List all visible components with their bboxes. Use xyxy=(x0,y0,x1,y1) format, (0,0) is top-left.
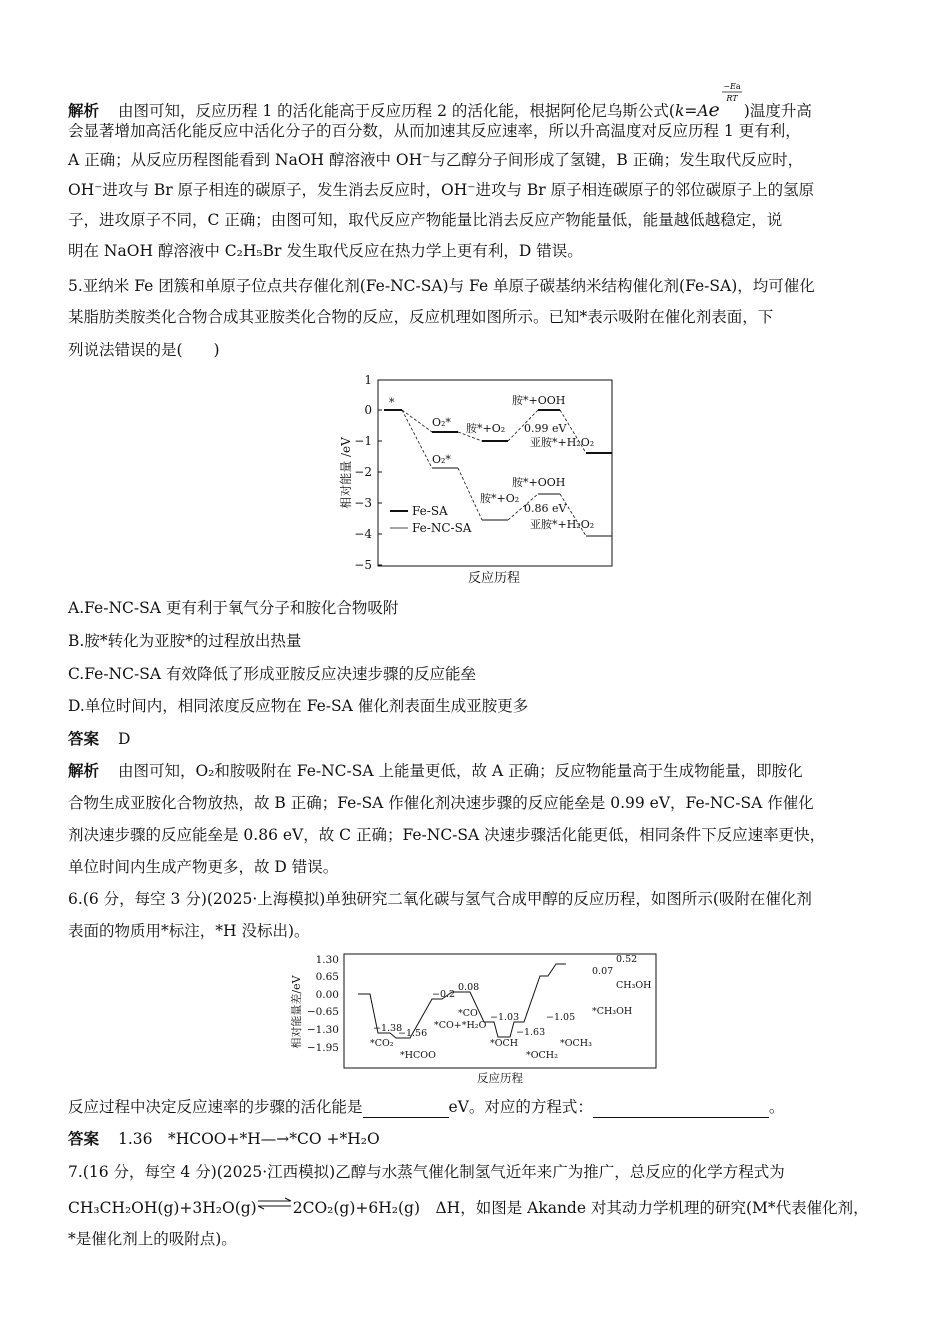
question-6-stem: 6.(6 分，每空 3 分)(2025·上海模拟)单独研究二氧化碳与氢气合成甲醇的反应历程，如图所示(吸附在催化剂 xyxy=(68,890,812,908)
species-label: *CH₃OH xyxy=(592,1006,633,1017)
y-axis-label: 相对能量差/eV xyxy=(290,975,303,1049)
paragraph-line: 明在 NaOH 醇溶液中 C₂H₅Br 发生取代反应在热力学上更有利，D 错误。 xyxy=(68,242,583,260)
value-label: 0.52 xyxy=(616,954,638,965)
paragraph-line: 列说法错误的是( ) xyxy=(68,341,220,359)
y-tick: 1.30 xyxy=(315,954,339,966)
y-tick: −3 xyxy=(354,496,372,510)
y-tick: −1.30 xyxy=(306,1024,339,1036)
q6-fill-in: 反应过程中决定反应速率的步骤的活化能是 eV。对应的方程式： 。 xyxy=(68,1098,785,1116)
y-tick: −5 xyxy=(354,558,372,572)
svg-text:−Ea: −Ea xyxy=(723,82,741,91)
option-d: D.单位时间内，相同浓度反应物在 Fe-SA 催化剂表面生成亚胺更多 xyxy=(68,697,529,715)
y-tick: 0.00 xyxy=(315,989,339,1001)
option-c: C.Fe-NC-SA 有效降低了形成亚胺反应决速步骤的反应能垒 xyxy=(68,665,476,683)
x-axis-label: 反应历程 xyxy=(477,1071,523,1085)
species-label: *OCH xyxy=(490,1038,519,1049)
species-label: CH₃OH xyxy=(616,980,652,991)
answer-blank-2[interactable] xyxy=(593,1097,769,1118)
level-label: 胺*+OOH xyxy=(512,476,566,489)
level-label: * xyxy=(389,396,395,409)
analysis-label: 解析 xyxy=(68,762,100,780)
energy-profile-chart-q5 xyxy=(336,368,618,590)
y-tick: 0 xyxy=(364,403,372,417)
value-label: −0.2 xyxy=(432,989,456,1000)
energy-profile-chart-q6 xyxy=(286,952,660,1088)
value-label: −1.38 xyxy=(373,1023,403,1034)
y-tick: −4 xyxy=(354,527,372,541)
level-label: 胺*+OOH xyxy=(512,394,566,407)
y-tick: −0.65 xyxy=(306,1006,339,1018)
level-label: 胺*+O₂ xyxy=(466,422,506,435)
level-label: O₂* xyxy=(432,453,451,466)
species-label: *OCH₂ xyxy=(526,1050,558,1061)
value-label: −1.56 xyxy=(398,1028,428,1039)
level-label: 亚胺*+H₂O₂ xyxy=(530,518,595,531)
answer-value: D xyxy=(117,730,131,748)
species-label: *OCH₃ xyxy=(560,1038,592,1049)
value-label: −1.05 xyxy=(546,1012,576,1023)
y-tick: −2 xyxy=(354,465,372,479)
y-tick: 1 xyxy=(364,373,372,387)
y-tick: −1.95 xyxy=(306,1042,339,1054)
question-7-stem: 7.(16 分，每空 4 分)(2025·江西模拟)乙醇与水蒸气催化制氢气近年来广为推广，总反应的化学方程式为 xyxy=(68,1163,785,1181)
q5-answer xyxy=(68,729,888,749)
value-label: −1.03 xyxy=(490,1012,520,1023)
paragraph-line: 单位时间内生成产物更多，故 D 错误。 xyxy=(68,858,339,876)
q5-analysis: 解析 由图可知，O₂和胺吸附在 Fe-NC-SA 上能量更低，故 A 正确；反应物能量高于生成物能量，即胺化 xyxy=(68,762,803,780)
barrier-label: 0.86 eV xyxy=(524,502,567,515)
q4-analysis-line: 解析 由图可知，反应历程 1 的活化能高于反应历程 2 的活化能，根据阿伦尼乌斯公式(k=Ae −Ea RT )温度升高 xyxy=(68,82,812,121)
y-axis-label: 相对能量 /eV xyxy=(339,437,353,509)
q6-answer xyxy=(68,1129,888,1149)
answer-blank-1[interactable] xyxy=(363,1097,449,1118)
equilibrium-arrow-icon xyxy=(257,1197,293,1211)
y-tick: 0.65 xyxy=(315,971,339,983)
paragraph-line: OH⁻进攻与 Br 原子相连的碳原子，发生消去反应时，OH⁻进攻与 Br 原子相连碳原子的邻位碳原子上的氢原 xyxy=(68,181,815,199)
species-label: *CO xyxy=(458,1008,478,1019)
species-label: *HCOO xyxy=(400,1050,436,1061)
value-label: 0.07 xyxy=(592,966,614,977)
arrhenius-formula: k=Ae −Ea RT xyxy=(674,82,741,121)
answer-label: 答案 xyxy=(68,730,100,748)
paragraph-line: 合物生成亚胺化合物放热，故 B 正确；Fe-SA 作催化剂决速步骤的反应能垒是 0.99 eV，Fe-NC-SA 作催化 xyxy=(68,794,814,812)
x-axis-label: 反应历程 xyxy=(467,571,521,586)
value-label: 0.08 xyxy=(458,982,480,993)
svg-text:RT: RT xyxy=(726,94,738,103)
level-label: 胺*+O₂ xyxy=(480,492,520,505)
paragraph-line: *是催化剂上的吸附点)。 xyxy=(68,1230,237,1248)
paragraph-line: 子，进攻原子不同，C 正确；由图可知，取代反应产物能量比消去反应产物能量低，能量越低越稳定，说 xyxy=(68,211,783,229)
level-label: O₂* xyxy=(432,416,451,429)
paragraph-line: 某脂肪类胺类化合物合成其亚胺类化合物的反应，反应机理如图所示。已知*表示吸附在催化剂表面，下 xyxy=(68,308,774,326)
answer-value: 1.36 *HCOO+*H—→*CO +*H₂O xyxy=(117,1130,380,1148)
legend-entry: Fe-NC-SA xyxy=(412,521,472,535)
legend-entry: Fe-SA xyxy=(412,504,448,518)
option-b: B.胺*转化为亚胺*的过程放出热量 xyxy=(68,632,302,650)
level-label: 亚胺*+H₂O₂ xyxy=(530,436,595,449)
barrier-label: 0.99 eV xyxy=(524,422,567,435)
legend xyxy=(390,504,472,535)
value-label: −1.63 xyxy=(516,1027,546,1038)
species-label: *CO+*H₂O xyxy=(434,1020,487,1031)
option-a: A.Fe-NC-SA 更有利于氧气分子和胺化合物吸附 xyxy=(68,599,399,617)
paragraph-line: 会显著增加高活化能反应中活化分子的百分数，从而加速其反应速率，所以升高温度对反应历程 1 更有利， xyxy=(68,122,801,140)
question-5-stem: 5.亚纳米 Fe 团簇和单原子位点共存催化剂(Fe-NC-SA)与 Fe 单原子碳基纳米结构催化剂(Fe-SA)，均可催化 xyxy=(68,277,815,295)
answer-label: 答案 xyxy=(68,1130,100,1148)
plot-frame xyxy=(378,380,612,566)
paragraph-line: 剂决速步骤的反应能垒是 0.86 eV，故 C 正确；Fe-NC-SA 决速步骤活化能更低，相同条件下反应速率更快， xyxy=(68,826,826,844)
species-label: *CO₂ xyxy=(370,1038,394,1049)
y-tick: −1 xyxy=(354,434,372,448)
analysis-label: 解析 xyxy=(68,102,100,120)
paragraph-line: A 正确；从反应历程图能看到 NaOH 醇溶液中 OH⁻与乙醇分子间形成了氢键，B 正确；发生取代反应时， xyxy=(68,151,804,169)
equation-line: CH₃CH₂OH(g)+3H₂O(g) 2CO₂(g)+6H₂(g) ΔH，如图是 Akande 对其动力学机理的研究(M*代表催化剂， xyxy=(68,1199,869,1217)
paragraph-line: 表面的物质用*标注，*H 没标出)。 xyxy=(68,922,310,940)
